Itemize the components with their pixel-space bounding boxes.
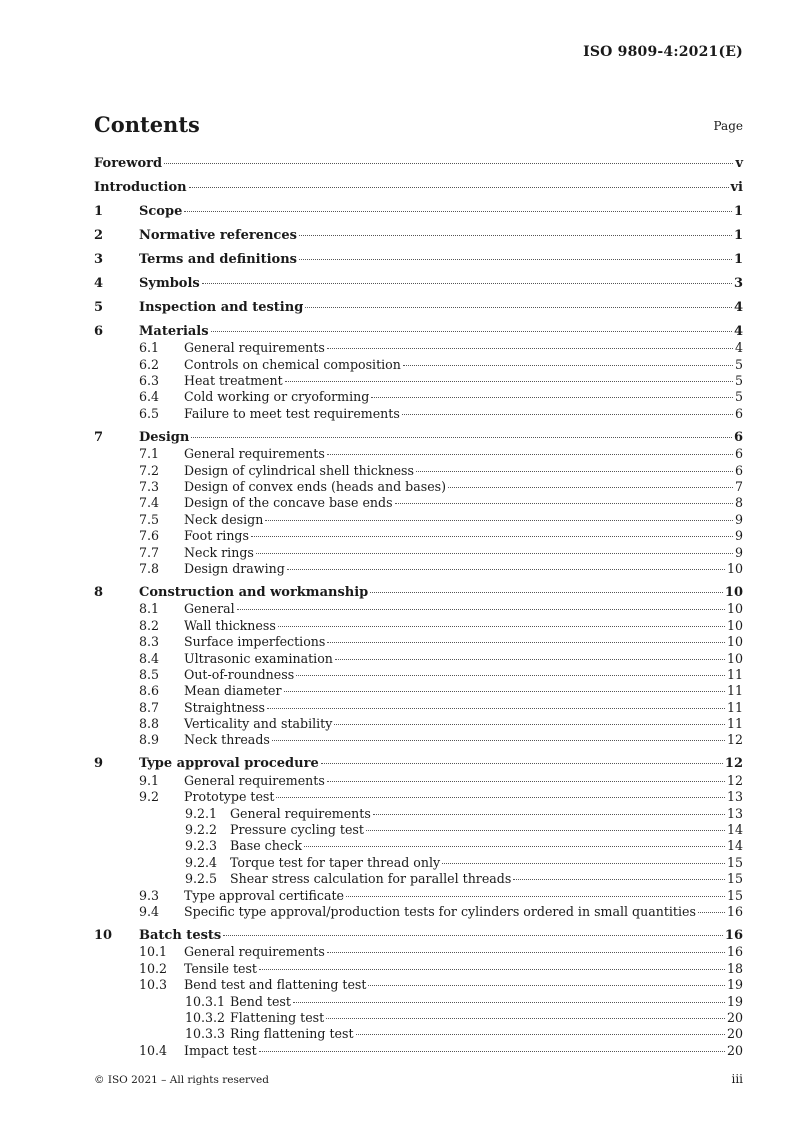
toc-entry-title: General requirements — [230, 805, 371, 821]
copyright-notice: © ISO 2021 – All rights reserved — [94, 1074, 269, 1086]
toc-entry-title: Design of the concave base ends — [184, 495, 393, 511]
dot-leader — [698, 912, 725, 913]
dot-leader — [327, 454, 733, 455]
toc-entry-page: 11 — [726, 699, 743, 715]
toc-entry-number: 10.1 — [139, 944, 168, 960]
toc-entry-page: 16 — [726, 903, 743, 919]
toc-entry-title: Neck threads — [184, 732, 270, 748]
toc-entry[interactable] — [94, 528, 743, 544]
toc-entry-page: 20 — [726, 1009, 743, 1025]
toc-entry[interactable] — [94, 479, 743, 495]
dot-leader — [272, 740, 725, 741]
toc-entry-page: 6 — [734, 446, 743, 462]
toc-entry[interactable] — [94, 495, 743, 511]
toc-entry-number: 9.3 — [139, 887, 160, 903]
toc-entry-number: 6.3 — [139, 373, 160, 389]
toc-entry-page: 10 — [726, 617, 743, 633]
dot-leader — [335, 659, 725, 660]
toc-entry-title: Design — [139, 429, 190, 445]
toc-entry[interactable] — [94, 716, 743, 732]
dot-leader — [327, 781, 725, 782]
dot-leader — [334, 724, 725, 725]
dot-leader — [304, 846, 725, 847]
toc-entry-number: 7 — [94, 429, 104, 445]
toc-entry-title: Scope — [139, 203, 183, 219]
dot-leader — [223, 935, 723, 936]
toc-entry-number: 8.3 — [139, 634, 160, 650]
toc-entry-title: Neck rings — [184, 544, 254, 560]
toc-entry-number: 6.4 — [139, 389, 160, 405]
toc-entry[interactable] — [94, 204, 743, 220]
toc-entry-title: Bend test and flattening test — [184, 977, 367, 993]
toc-entry-number: 9.1 — [139, 772, 160, 788]
toc-entry-number: 7.7 — [139, 544, 160, 560]
toc-entry-title: Inspection and testing — [139, 299, 304, 315]
dot-leader — [448, 487, 733, 488]
toc-entry[interactable] — [94, 928, 743, 944]
toc-entry-number: 10 — [94, 927, 113, 943]
toc-entry-number: 7.5 — [139, 511, 160, 527]
toc-entry[interactable] — [94, 276, 743, 292]
toc-entry-page: 3 — [733, 275, 743, 291]
toc-entry-title: Design of convex ends (heads and bases) — [184, 479, 447, 494]
toc-entry-page: 15 — [726, 871, 743, 887]
toc-entry-page: 10 — [724, 584, 743, 600]
toc-entry-page: 12 — [726, 732, 743, 748]
toc-entry[interactable] — [94, 732, 743, 748]
toc-entry-number: 6.2 — [139, 356, 160, 372]
toc-entry-title: Foreword — [94, 156, 163, 171]
toc-entry-number: 10.2 — [139, 960, 168, 976]
toc-entry-page: 19 — [726, 977, 743, 993]
toc-entry-page: 10 — [726, 560, 743, 576]
toc-entry-number: 9.2.5 — [185, 871, 218, 887]
dot-leader — [395, 503, 733, 504]
dot-leader — [189, 187, 729, 188]
toc-entry-page: 16 — [726, 944, 743, 960]
toc-entry-title: Introduction — [94, 179, 187, 195]
toc-entry-page: 11 — [726, 666, 743, 682]
toc-entry-page: 13 — [726, 805, 743, 821]
toc-entry-title: Failure to meet test requirements — [184, 405, 400, 421]
toc-entry-number: 7.4 — [139, 495, 160, 511]
toc-entry[interactable] — [94, 871, 743, 887]
dot-leader — [327, 348, 733, 349]
dot-leader — [293, 1002, 725, 1003]
toc-entry[interactable] — [94, 1010, 743, 1026]
toc-entry-page: 10 — [726, 650, 743, 666]
toc-entry[interactable] — [94, 512, 743, 528]
toc-entry-page: 7 — [734, 479, 743, 494]
dot-leader — [276, 797, 725, 798]
toc-entry-page: 9 — [734, 528, 743, 544]
toc-entry-title: Ultrasonic examination — [184, 650, 333, 666]
toc-entry-number: 8.5 — [139, 666, 160, 682]
toc-entry-page: 14 — [726, 838, 743, 854]
toc-entry-page: 5 — [734, 356, 743, 372]
toc-entry-page: 16 — [724, 927, 743, 943]
toc-entry-title: Shear stress calculation for parallel threads — [230, 871, 512, 887]
toc-entry[interactable] — [94, 585, 743, 601]
toc-entry-number: 10.3.3 — [185, 1026, 226, 1042]
toc-entry-number: 8.1 — [139, 601, 160, 617]
toc-entry[interactable] — [94, 683, 743, 699]
toc-entry-page: 20 — [726, 1026, 743, 1042]
toc-entry[interactable] — [94, 855, 743, 871]
toc-entry[interactable] — [94, 700, 743, 716]
toc-entry[interactable] — [94, 252, 743, 268]
toc-entry-page: 1 — [733, 227, 743, 243]
dot-leader — [259, 1051, 725, 1052]
toc-entry[interactable] — [94, 667, 743, 683]
toc-entry-number: 8.6 — [139, 683, 160, 699]
toc-entry[interactable] — [94, 156, 743, 172]
toc-entry-title: Design of cylindrical shell thickness — [184, 462, 414, 478]
toc-entry-page: v — [735, 156, 743, 171]
dot-leader — [321, 763, 723, 764]
dot-leader — [305, 307, 732, 308]
toc-entry-number: 6.1 — [139, 340, 160, 356]
toc-entry-page: 9 — [734, 544, 743, 560]
toc-entry[interactable] — [94, 838, 743, 854]
dot-leader — [513, 879, 725, 880]
toc-entry[interactable] — [94, 904, 743, 920]
dot-leader — [259, 969, 725, 970]
dot-leader — [403, 365, 733, 366]
toc-entry-number: 8.8 — [139, 716, 160, 732]
toc-entry-page: 6 — [734, 405, 743, 421]
toc-entry-number: 8.2 — [139, 617, 160, 633]
toc-entry-page: 11 — [726, 716, 743, 732]
toc-entry-page: 14 — [726, 822, 743, 837]
toc-entry-title: General requirements — [184, 340, 325, 356]
toc-entry[interactable] — [94, 888, 743, 904]
toc-entry[interactable] — [94, 324, 743, 340]
toc-entry-number: 10.3.2 — [185, 1009, 226, 1025]
toc-entry-title: Controls on chemical composition — [184, 356, 401, 372]
dot-leader — [267, 708, 725, 709]
toc-entry-page: 10 — [726, 601, 743, 617]
dot-leader — [299, 235, 732, 236]
toc-entry-title: Mean diameter — [184, 683, 282, 699]
toc-entry[interactable] — [94, 228, 743, 244]
toc-entry-number: 8.9 — [139, 732, 160, 748]
toc-entry[interactable] — [94, 756, 743, 772]
toc-entry[interactable] — [94, 406, 743, 422]
toc-entry-number: 4 — [94, 275, 104, 291]
page-column-label: Page — [713, 119, 743, 133]
dot-leader — [211, 331, 732, 332]
dot-leader — [202, 283, 732, 284]
page-number: iii — [731, 1072, 743, 1086]
toc-entry[interactable] — [94, 446, 743, 462]
toc-entry[interactable] — [94, 618, 743, 634]
toc-entry[interactable] — [94, 373, 743, 389]
toc-entry-title: Specific type approval/production tests for cylinders ordered in small quantities — [184, 903, 696, 919]
toc-entry-page: 15 — [726, 854, 743, 870]
toc-entry-number: 3 — [94, 251, 104, 267]
toc-entry-title: Wall thickness — [184, 617, 276, 633]
document-id: ISO 9809-4:2021(E) — [583, 44, 743, 60]
toc-entry-number: 6 — [94, 323, 104, 339]
toc-entry-title: Design drawing — [184, 560, 285, 576]
toc-entry-title: Bend test — [230, 993, 291, 1009]
dot-leader — [402, 414, 733, 415]
toc-entry-number: 7.3 — [139, 479, 160, 494]
toc-entry[interactable] — [94, 994, 743, 1010]
toc-entry-title: Straightness — [184, 699, 265, 715]
toc-entry-title: Heat treatment — [184, 373, 283, 389]
toc-entry[interactable] — [94, 463, 743, 479]
toc-entry-title: General requirements — [184, 944, 325, 960]
toc-entry-title: Impact test — [184, 1042, 257, 1058]
dot-leader — [237, 609, 725, 610]
dot-leader — [416, 471, 733, 472]
toc-entry[interactable] — [94, 806, 743, 822]
toc-entry-page: 18 — [726, 960, 743, 976]
toc-entry-page: 15 — [726, 887, 743, 903]
toc-entry-page: 9 — [734, 511, 743, 527]
toc-entry-page: 13 — [726, 789, 743, 805]
toc-entry-page: 20 — [726, 1042, 743, 1058]
toc-entry[interactable] — [94, 773, 743, 789]
toc-entry-number: 9.2.3 — [185, 838, 218, 854]
toc-entry-title: Terms and definitions — [139, 251, 297, 267]
toc-entry[interactable] — [94, 634, 743, 650]
toc-entry-title: Prototype test — [184, 789, 275, 805]
dot-leader — [256, 553, 733, 554]
toc-entry-page: 1 — [733, 251, 743, 267]
toc-entry-number: 7.2 — [139, 462, 160, 478]
toc-entry-number: 9 — [94, 756, 104, 772]
toc-entry[interactable] — [94, 1026, 743, 1042]
dot-leader — [327, 952, 725, 953]
dot-leader — [373, 814, 725, 815]
toc-entry-number: 9.4 — [139, 903, 160, 919]
dot-leader — [327, 642, 725, 643]
toc-entry-number: 9.2.1 — [185, 805, 218, 821]
dot-leader — [265, 520, 733, 521]
toc-entry[interactable] — [94, 340, 743, 356]
toc-entry[interactable] — [94, 1043, 743, 1059]
dot-leader — [326, 1018, 725, 1019]
toc-entry-title: Materials — [139, 323, 209, 339]
toc-entry[interactable] — [94, 651, 743, 667]
toc-entry-number: 8 — [94, 584, 104, 600]
dot-leader — [442, 863, 725, 864]
toc-entry-page: 4 — [733, 299, 743, 315]
toc-entry[interactable] — [94, 561, 743, 577]
toc-entry-title: Normative references — [139, 227, 297, 243]
dot-leader — [251, 536, 733, 537]
toc-entry[interactable] — [94, 180, 743, 196]
toc-entry[interactable] — [94, 300, 743, 316]
toc-entry-number: 6.5 — [139, 405, 160, 421]
toc-entry-title: Cold working or cryoforming — [184, 389, 370, 405]
toc-entry-number: 1 — [94, 203, 104, 219]
toc-entry-page: 12 — [724, 756, 743, 772]
toc-entry-page: vi — [730, 179, 743, 195]
toc-entry-number: 7.1 — [139, 446, 160, 462]
toc-entry-page: 8 — [734, 495, 743, 511]
toc-entry[interactable] — [94, 789, 743, 805]
toc-entry-page: 6 — [733, 429, 743, 445]
dot-leader — [346, 896, 725, 897]
toc-entry-page: 12 — [726, 772, 743, 788]
toc-entry[interactable] — [94, 357, 743, 373]
toc-entry-number: 9.2.4 — [185, 854, 218, 870]
toc-entry-title: Surface imperfections — [184, 634, 326, 650]
toc-entry-title: Base check — [230, 838, 302, 854]
toc-entry-title: General requirements — [184, 446, 325, 462]
page-title: Contents — [94, 112, 200, 137]
dot-leader — [278, 626, 725, 627]
toc-entry-title: Symbols — [139, 275, 200, 291]
toc-entry-title: General — [184, 601, 235, 617]
toc-entry-title: Type approval procedure — [139, 756, 319, 772]
toc-entry-title: Foot rings — [184, 528, 249, 544]
toc-entry[interactable] — [94, 822, 743, 838]
dot-leader — [370, 592, 723, 593]
toc-entry-number: 10.3 — [139, 977, 168, 993]
toc-entry[interactable] — [94, 430, 743, 446]
toc-entry-page: 10 — [726, 634, 743, 650]
dot-leader — [371, 397, 733, 398]
toc-entry[interactable] — [94, 977, 743, 993]
toc-entry[interactable] — [94, 545, 743, 561]
dot-leader — [356, 1034, 725, 1035]
toc-entry-title: Ring flattening test — [230, 1026, 354, 1042]
toc-entry[interactable] — [94, 601, 743, 617]
toc-entry-page: 6 — [734, 462, 743, 478]
toc-entry[interactable] — [94, 961, 743, 977]
toc-entry-page: 5 — [734, 373, 743, 389]
toc-entry-title: Type approval certificate — [184, 887, 345, 903]
toc-entry-title: General requirements — [184, 772, 325, 788]
table-of-contents — [94, 156, 743, 1059]
dot-leader — [285, 381, 733, 382]
toc-entry-number: 9.2 — [139, 789, 160, 805]
toc-entry-title: Neck design — [184, 511, 264, 527]
toc-entry-number: 10.3.1 — [185, 993, 226, 1009]
toc-entry-title: Batch tests — [139, 927, 222, 943]
dot-leader — [299, 259, 732, 260]
dot-leader — [366, 830, 725, 831]
toc-entry-number: 8.7 — [139, 699, 160, 715]
dot-leader — [284, 691, 725, 692]
toc-entry-number: 7.6 — [139, 528, 160, 544]
dot-leader — [368, 985, 725, 986]
toc-entry[interactable] — [94, 944, 743, 960]
toc-entry-title: Out-of-roundness — [184, 666, 295, 682]
toc-entry-title: Flattening test — [230, 1009, 325, 1025]
dot-leader — [296, 675, 725, 676]
toc-entry-title: Construction and workmanship — [139, 584, 369, 600]
toc-entry-number: 2 — [94, 227, 104, 243]
toc-entry-number: 8.4 — [139, 650, 160, 666]
dot-leader — [184, 211, 732, 212]
toc-entry-title: Pressure cycling test — [230, 822, 364, 837]
toc-entry-title: Torque test for taper thread only — [230, 854, 441, 870]
toc-entry-number: 9.2.2 — [185, 822, 218, 837]
toc-entry-page: 4 — [734, 340, 743, 356]
toc-entry-number: 5 — [94, 299, 104, 315]
toc-entry-title: Tensile test — [184, 960, 257, 976]
dot-leader — [287, 569, 725, 570]
toc-entry-page: 19 — [726, 993, 743, 1009]
toc-entry-page: 11 — [726, 683, 743, 699]
toc-entry-number: 10.4 — [139, 1042, 168, 1058]
dot-leader — [191, 437, 732, 438]
dot-leader — [164, 163, 733, 164]
toc-entry[interactable] — [94, 389, 743, 405]
toc-entry-number: 7.8 — [139, 560, 160, 576]
toc-entry-page: 5 — [734, 389, 743, 405]
toc-entry-page: 4 — [733, 323, 743, 339]
toc-entry-page: 1 — [733, 203, 743, 219]
toc-entry-title: Verticality and stability — [184, 716, 333, 732]
